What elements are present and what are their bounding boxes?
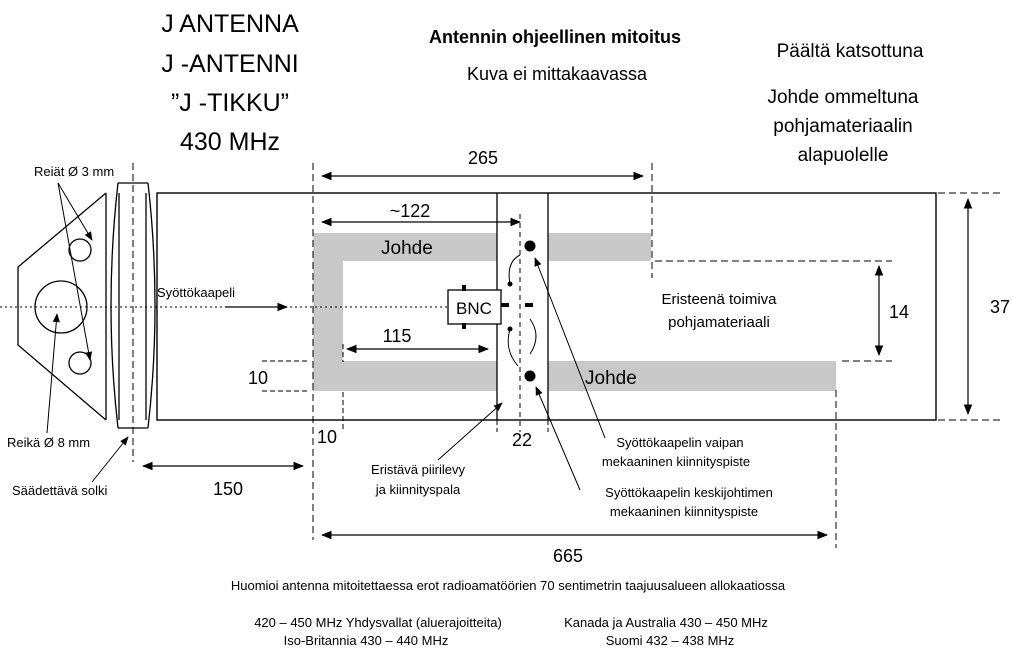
dim-22-label: 22 bbox=[511, 430, 533, 450]
shield-label-line-1: Syöttökaapelin vaipan bbox=[616, 435, 744, 450]
footer-note: Huomioi antenna mitoitettaessa erot radioamatöörien 70 sentimetrin taajuusalueen allokaatiossa bbox=[230, 578, 786, 593]
dim-150-label: 150 bbox=[212, 479, 244, 499]
footer-usa: 420 – 450 MHz Yhdysvallat (aluerajoitteita) bbox=[254, 615, 502, 630]
dim-265-label: 265 bbox=[467, 148, 499, 168]
title-line-1: J ANTENNA bbox=[161, 10, 299, 38]
dim-122-label: ~122 bbox=[389, 201, 431, 221]
footer-uk: Iso-Britannia 430 – 440 MHz bbox=[283, 633, 449, 648]
view-note-line-2: Johde ommeltuna bbox=[767, 87, 919, 108]
title-line-2: J -ANTENNI bbox=[161, 50, 299, 78]
dim-665-label: 665 bbox=[552, 546, 584, 566]
center-wire-loop bbox=[530, 319, 536, 354]
title-line-4: 430 MHz bbox=[179, 128, 281, 156]
hole-8mm-label: Reikä Ø 8 mm bbox=[7, 435, 91, 450]
dielectric-label-line-2: pohjamateriaali bbox=[668, 314, 770, 331]
dim-14-label: 14 bbox=[888, 302, 910, 322]
buckle-label: Säädettävä solki bbox=[12, 483, 108, 498]
shield-wire bbox=[509, 255, 520, 284]
board-pointer bbox=[438, 403, 502, 460]
center-mount-point bbox=[525, 371, 536, 382]
holes-3mm-label: Reiät Ø 3 mm bbox=[34, 164, 115, 179]
title-line-3: ”J -TIKKU” bbox=[170, 89, 290, 117]
view-note-line-4: alapuolelle bbox=[797, 145, 889, 166]
bnc-label: BNC bbox=[456, 299, 492, 318]
center-pointer bbox=[536, 387, 580, 490]
footer-canada-australia: Kanada ja Australia 430 – 450 MHz bbox=[564, 615, 768, 630]
shield-label-line-2: mekaaninen kiinnityspiste bbox=[601, 454, 751, 469]
view-note-line-1: Päältä katsottuna bbox=[776, 41, 924, 62]
dim-10-left-label: 10 bbox=[247, 368, 269, 388]
buckle-pointer bbox=[92, 437, 128, 482]
center-wire bbox=[508, 329, 518, 366]
shield-pointer bbox=[535, 258, 605, 438]
footer-finland: Suomi 432 – 438 MHz bbox=[605, 633, 735, 648]
heading-sub: Kuva ei mittakaavassa bbox=[466, 64, 648, 84]
board-label-line-1: Eristävä piirilevy bbox=[371, 462, 465, 477]
feedline-label: Syöttökaapeli bbox=[157, 285, 236, 300]
conductor-top-label: Johde bbox=[381, 238, 433, 259]
view-note-line-3: pohjamateriaalin bbox=[773, 116, 913, 137]
hole-3mm-bottom bbox=[69, 352, 91, 374]
center-label-line-1: Syöttökaapelin keskijohtimen bbox=[605, 485, 773, 500]
dim-115-label: 115 bbox=[382, 326, 412, 346]
dim-37-label: 37 bbox=[989, 297, 1011, 317]
conductor-bottom-label: Johde bbox=[585, 368, 637, 389]
shield-mount-point bbox=[525, 241, 536, 252]
dielectric-label-line-1: Eristeenä toimiva bbox=[661, 291, 777, 308]
heading-main: Antennin ohjeellinen mitoitus bbox=[429, 27, 681, 47]
hole-3mm-top bbox=[69, 239, 91, 261]
center-label-line-2: mekaaninen kiinnityspiste bbox=[609, 504, 759, 519]
dim-10-bottom-label: 10 bbox=[316, 427, 338, 447]
board-label-line-2: ja kiinnityspala bbox=[375, 482, 461, 497]
